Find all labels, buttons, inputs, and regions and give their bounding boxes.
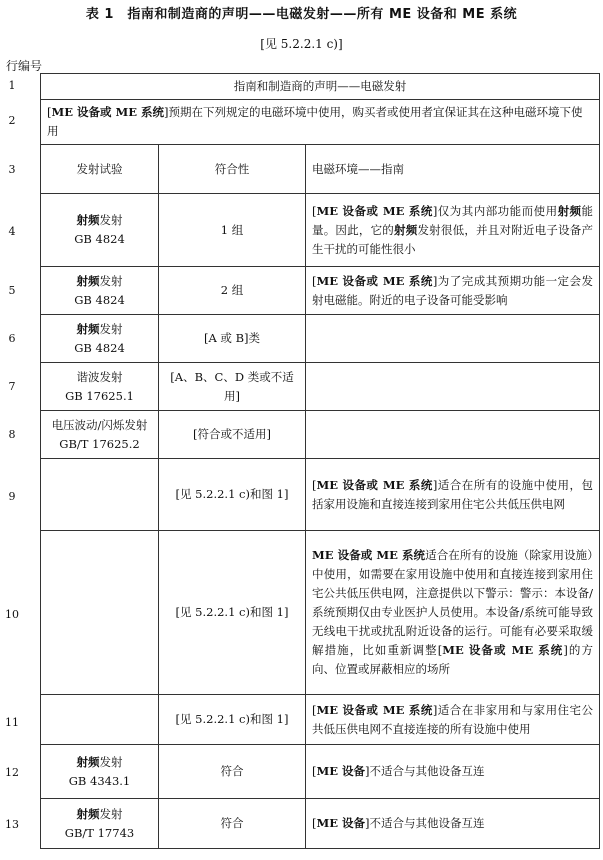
table-row (41, 100, 600, 145)
row-number: 9 (8, 490, 16, 503)
table-reference: [见 5.2.2.1 c)] (260, 37, 343, 51)
column-header: 发射试验 (41, 145, 159, 194)
column-header: 符合性 (159, 145, 306, 194)
guidance-cell: [ME 设备或 ME 系统]为了完成其预期功能一定会发射电磁能。附近的电子设备可能受影响 (306, 267, 600, 315)
row-number: 5 (8, 284, 16, 297)
compliance-cell: 2 组 (159, 267, 306, 315)
table-row (41, 799, 600, 849)
table-row (41, 411, 600, 459)
compliance-cell: 符合 (159, 745, 306, 799)
table-row (41, 745, 600, 799)
guidance-cell (306, 411, 600, 459)
table-title: 表 1 指南和制造商的声明——电磁发射——所有 ME 设备和 ME 系统 (85, 7, 518, 22)
row-number: 2 (8, 114, 16, 127)
compliance-cell: 1 组 (159, 194, 306, 267)
row-number: 12 (5, 766, 19, 779)
table-header-cell: 指南和制造商的声明——电磁发射 (41, 74, 600, 100)
table-row (41, 315, 600, 363)
guidance-cell: [ME 设备]不适合与其他设备互连 (306, 799, 600, 849)
table-row (41, 194, 600, 267)
emission-test-cell: 射频发射 GB 4824 (41, 267, 159, 315)
row-number: 3 (8, 163, 16, 176)
table-row (41, 695, 600, 745)
compliance-cell: [见 5.2.2.1 c)和图 1] (159, 531, 306, 695)
emission-test-cell: 射频发射 GB 4824 (41, 194, 159, 267)
guidance-cell: ME 设备或 ME 系统适合在所有的设施（除家用设施）中使用，如需要在家用设施中使用和直接连接到家用住宅公共低压供电网，注意提供以下警示：警示：本设备/系统预期仅由专业医护人员使用。本设备/系统可能导致无线电干扰或扰乱附近设备的运行。可能有必要采取缓解措施，比如重新调整[ME 设备或 ME 系统]的方向、位置或屏蔽相应的场所 (306, 531, 600, 695)
row-number: 11 (5, 716, 19, 729)
compliance-cell: [见 5.2.2.1 c)和图 1] (159, 695, 306, 745)
guidance-cell: [ME 设备或 ME 系统]适合在所有的设施中使用，包括家用设施和直接连接到家用住宅公共低压供电网 (306, 459, 600, 531)
table-row (41, 145, 600, 194)
bracket-term: [ME 设备或 ME 系统] (47, 105, 169, 119)
scope-cell: [ME 设备或 ME 系统]预期在下列规定的电磁环境中使用，购买者或使用者宜保证其在这种电磁环境下使用 (41, 100, 600, 145)
row-number: 7 (8, 380, 16, 393)
compliance-cell: [A、B、C、D 类或不适用] (159, 363, 306, 411)
emission-test-cell: 射频发射 GB 4824 (41, 315, 159, 363)
guidance-cell: [ME 设备]不适合与其他设备互连 (306, 745, 600, 799)
table-row (41, 74, 600, 100)
row-number: 10 (5, 608, 19, 621)
table-row (41, 531, 600, 695)
guidance-cell (306, 315, 600, 363)
compliance-cell: [见 5.2.2.1 c)和图 1] (159, 459, 306, 531)
guidance-cell: [ME 设备或 ME 系统]适合在非家用和与家用住宅公共低压供电网不直接连接的所有设施中使用 (306, 695, 600, 745)
emission-test-cell: 射频发射 GB 4343.1 (41, 745, 159, 799)
compliance-cell: 符合 (159, 799, 306, 849)
guidance-cell: [ME 设备或 ME 系统]仅为其内部功能而使用射频能量。因此，它的射频发射很低，并且对附近电子设备产生干扰的可能性很小 (306, 194, 600, 267)
column-header: 电磁环境——指南 (306, 145, 600, 194)
emission-declaration-table (40, 73, 600, 849)
table-row (41, 363, 600, 411)
row-number: 8 (8, 428, 16, 441)
emission-test-cell: 电压波动/闪烁发射 GB/T 17625.2 (41, 411, 159, 459)
row-number: 4 (8, 225, 16, 238)
emission-test-cell (41, 459, 159, 531)
emission-test-cell: 谐波发射 GB 17625.1 (41, 363, 159, 411)
emission-test-cell (41, 695, 159, 745)
guidance-cell (306, 363, 600, 411)
emission-test-cell (41, 531, 159, 695)
row-number: 13 (5, 818, 19, 831)
row-number-header: 行编号 (6, 59, 43, 73)
compliance-cell: [A 或 B]类 (159, 315, 306, 363)
compliance-cell: [符合或不适用] (159, 411, 306, 459)
emission-test-cell: 射频发射 GB/T 17743 (41, 799, 159, 849)
row-number: 6 (8, 332, 16, 345)
row-number: 1 (8, 79, 16, 92)
table-row (41, 459, 600, 531)
table-row (41, 267, 600, 315)
